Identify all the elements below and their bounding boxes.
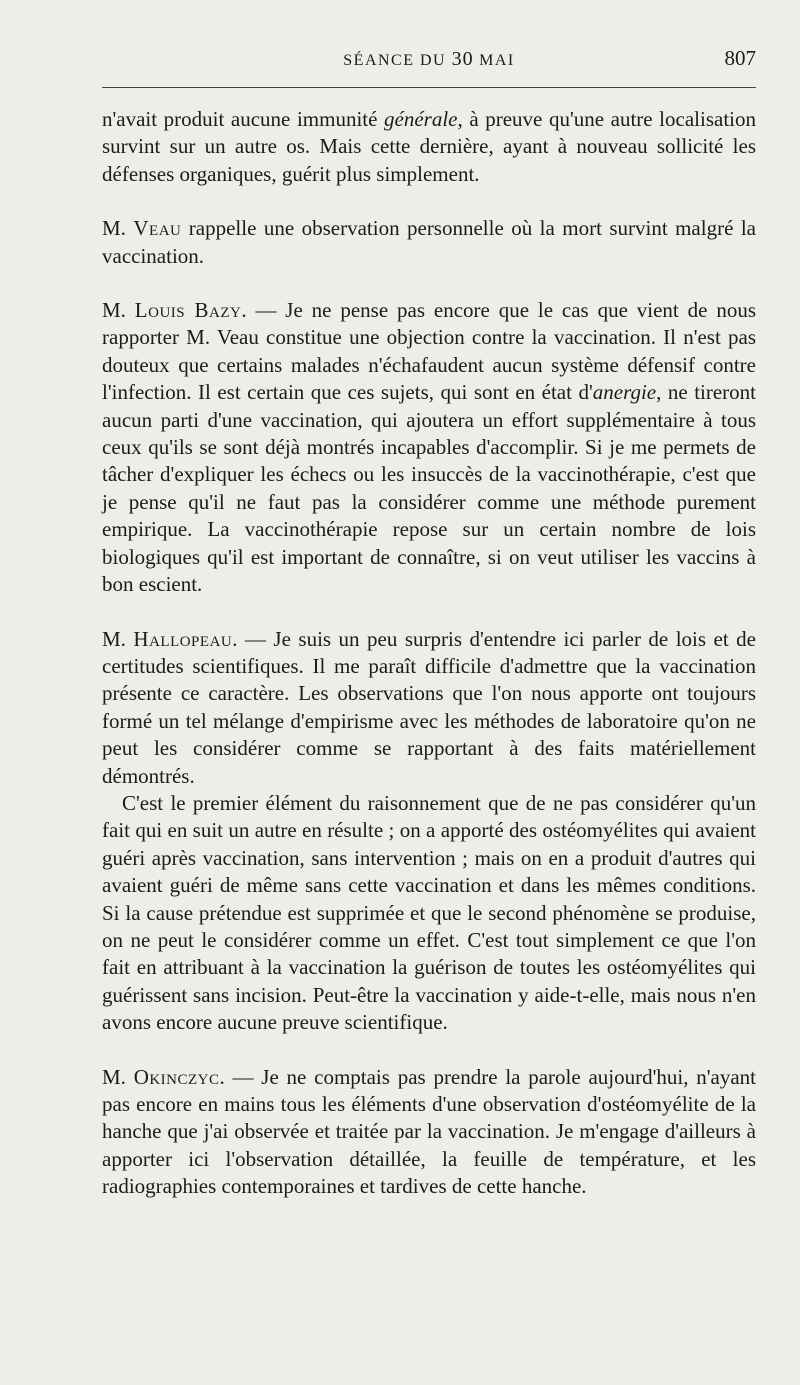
italic-term: générale (384, 107, 458, 131)
paragraph-text: , ne tireront aucun parti d'une vaccination, qui ajoutera un effort supplémentaire à tous ceux qu'ils se sont déjà montrés incapables d'accomplir. Si je me permets de tâcher d'expliquer les échecs ou les insuccès de la vaccinothérapie, c'est que je pense qu'il ne faut pas la considérer comme une méthode purement empirique. La vaccinothérapie repose sur un certain nombre de lois biologiques qu'il est important de connaître, si on veut utiliser les vaccins à bon escient. (102, 380, 757, 597)
header-rule (102, 87, 756, 88)
paragraph-text: . — Je ne pense pas encore que le cas que vient de nous rapporter M. Veau constitue une objection contre la vaccination. Il n'est pas douteux que certains malades n'échafaudent aucun système défensif contre l'infection. Il est certain que ces sujets, qui sont en état d' (102, 298, 756, 405)
page-number: 807 (724, 46, 756, 70)
speaker-name: Louis Bazy (134, 298, 242, 323)
italic-term: anergie (592, 380, 657, 405)
paragraph-bazy (102, 297, 756, 598)
paragraph-continuation (102, 106, 756, 188)
paragraph-hallopeau-continued (102, 790, 756, 1037)
speaker-name: Okinczyc (133, 1064, 220, 1089)
speaker-prefix: M. (102, 1064, 134, 1089)
speaker-prefix: M. (102, 298, 135, 323)
speaker-name: Veau (133, 216, 182, 241)
paragraph-text: n'avait produit aucune immunité (102, 107, 385, 131)
paragraph-veau (102, 215, 756, 270)
speaker-prefix: M. (102, 216, 134, 241)
paragraph-text: , à preuve qu'une autre localisation survint sur un autre os. Mais cette dernière, ayant à nouveau sollicité les défenses organiques, guérit plus simplement. (102, 107, 756, 186)
paragraph-hallopeau (102, 626, 756, 790)
running-title-month: MAI (473, 52, 515, 69)
running-title (102, 48, 756, 71)
paragraph-okinczyc (102, 1064, 756, 1201)
paragraph-text: . — Je ne comptais pas prendre la parole aujourd'hui, n'ayant pas encore en mains tous les éléments d'une observation d'ostéomyélite de la hanche que j'ai observée et traitée par la vaccination. Je m'engage d'ailleurs à apporter ici l'observation détaillée, la feuille de température, et les radiographies contemporaines et tardives de cette hanche. (102, 1064, 756, 1199)
body-text (102, 106, 756, 1228)
paragraph-text: . — Je suis un peu surpris d'entendre ici parler de lois et de certitudes scientifiques. Il me paraît difficile d'admettre que la vaccination présente ce caractère. Les observations que l'on nous apporte ont toujours formé un tel mélange d'empirisme avec les méthodes de laboratoire qu'on ne peut les considérer comme se rapportant à des faits matériellement démontrés. (102, 626, 756, 788)
running-head (102, 44, 756, 76)
paragraph-text: rappelle une observation personnelle où la mort survint malgré la vaccination. (102, 216, 756, 268)
running-title-day: 30 (451, 48, 474, 70)
speaker-name: Hallopeau (133, 626, 233, 651)
paragraph-text: C'est le premier élément du raisonnement que de ne pas considérer qu'un fait qui en suit un autre en résulte ; on a apporté des ostéomyélites qui avaient guéri après vaccination, sans intervention ; mais on en a produit d'autres qui avaient guéri de même sans cette vaccination et dans les mêmes conditions. Si la cause prétendue est supprimée et que le second phénomène se produise, on ne peut le considérer comme un effet. C'est tout simplement ce que l'on fait en attribuant à la vaccination la guérison de toutes les ostéomyélites qui guérissent sans incision. Peut-être la vaccination y aide-t-elle, mais nous n'en avons encore aucune preuve scientifique. (102, 790, 756, 1035)
speaker-prefix: M. (102, 626, 134, 651)
running-title-prefix: SÉANCE DU (343, 52, 452, 69)
